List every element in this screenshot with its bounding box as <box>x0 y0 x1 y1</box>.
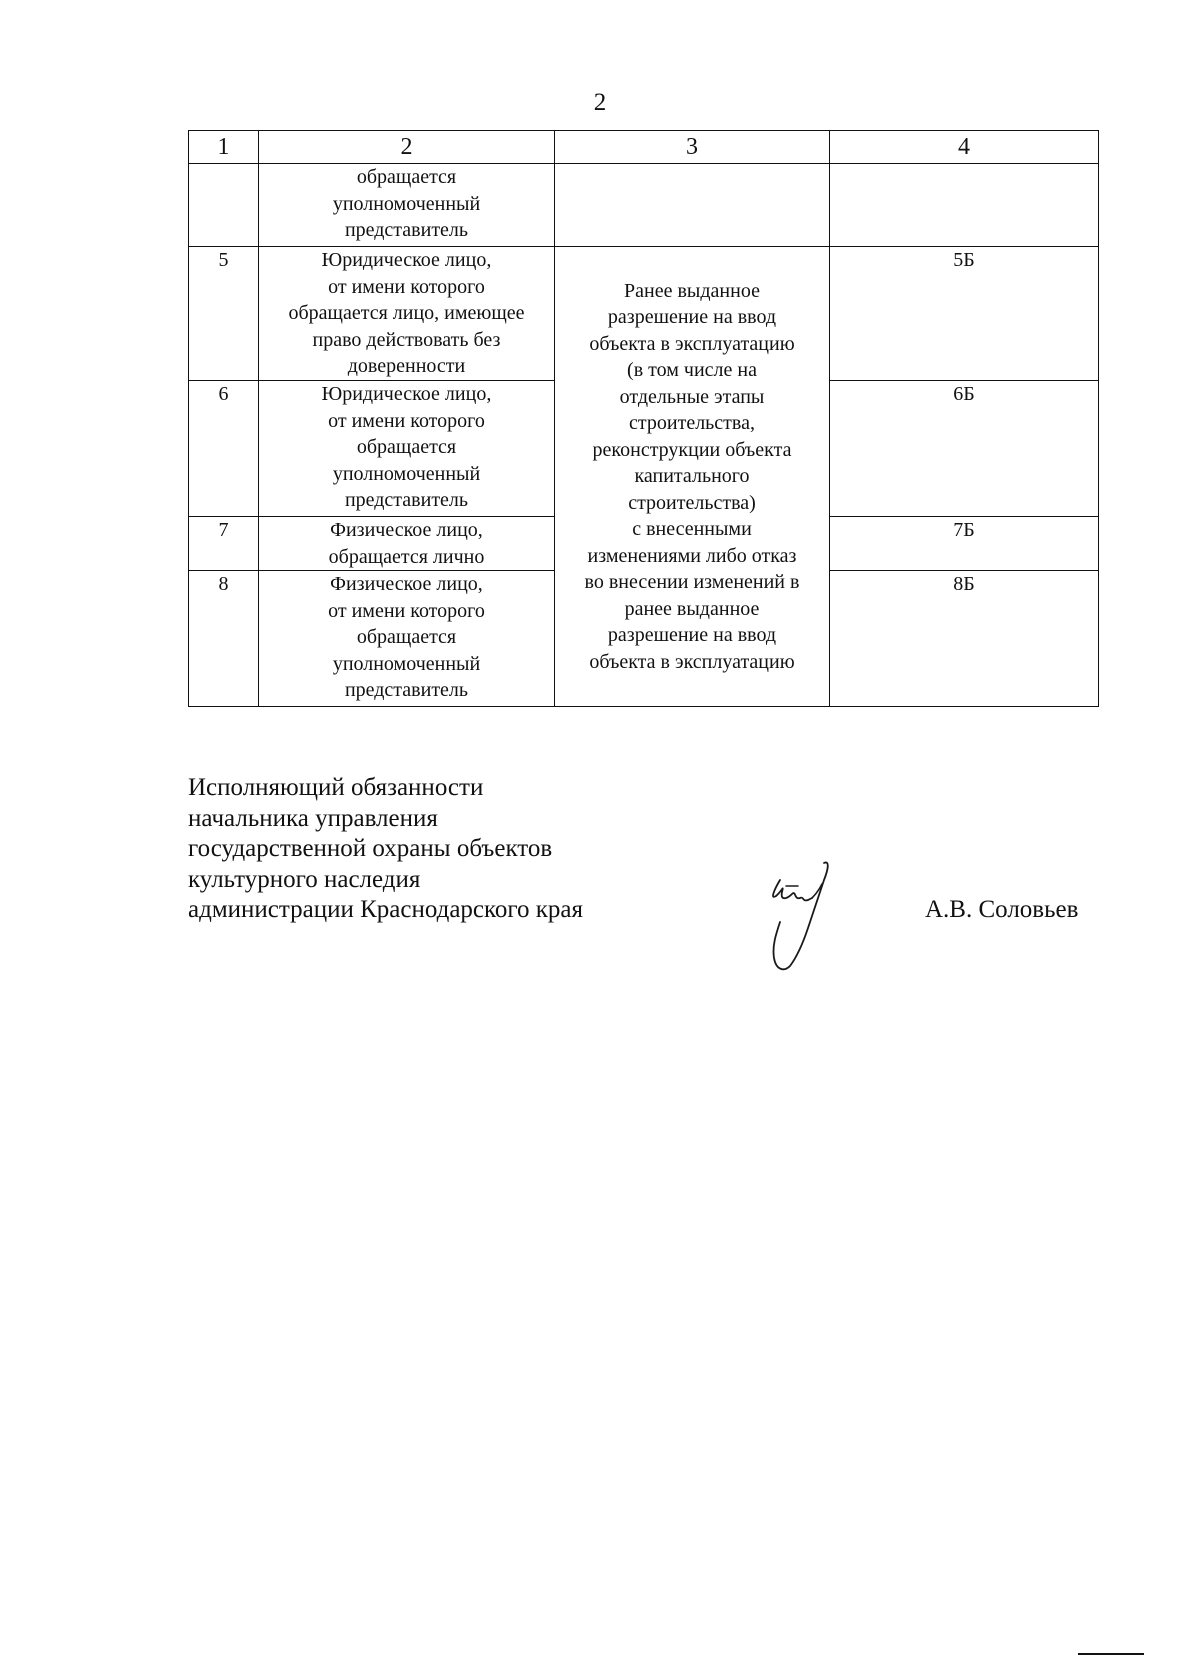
code-cell: 8Б <box>830 571 1099 707</box>
code-cell: 6Б <box>830 381 1099 517</box>
signer-position-line: администрации Краснодарского края <box>188 896 584 923</box>
table-row <box>189 247 1099 381</box>
table-header-cell: 4 <box>830 131 1099 164</box>
signer-position <box>188 773 583 926</box>
bottom-rule <box>1078 1653 1144 1655</box>
signer-position-line: культурного наследия <box>188 865 421 893</box>
table-header-row <box>189 131 1099 164</box>
row-number-cell: 5 <box>189 247 259 381</box>
applicant-cell: обращается уполномоченный представитель <box>259 164 555 247</box>
applicant-cell: Физическое лицо, от имени которого обращается уполномоченный представитель <box>259 571 555 707</box>
result-cell <box>555 164 830 247</box>
result-merged-cell: Ранее выданное разрешение на ввод объекта в эксплуатацию (в том числе на отдельные этапы строительства, реконструкции объекта капитального строительства) с внесенными изменениями либо отказ во внесении изменений в ранее выданное разрешение на ввод объекта в эксплуатацию <box>555 247 830 707</box>
applicant-cell: Юридическое лицо, от имени которого обращается уполномоченный представитель <box>259 381 555 517</box>
table-header-cell: 1 <box>189 131 259 164</box>
signer-position-line: Исполняющий обязанности <box>188 774 484 801</box>
signer-position-line: государственной охраны объектов <box>188 835 553 862</box>
page-number: 2 <box>593 89 607 116</box>
applicant-cell: Юридическое лицо, от имени которого обращается лицо, имеющее право действовать без доверенности <box>259 247 555 381</box>
code-cell <box>830 164 1099 247</box>
handwritten-signature <box>752 858 852 988</box>
row-number-cell: 8 <box>189 571 259 707</box>
table-header-cell: 3 <box>555 131 830 164</box>
row-number-cell <box>189 164 259 247</box>
signer-name: А.В. Соловьев <box>925 896 1079 923</box>
table-header-cell: 2 <box>259 131 555 164</box>
row-number-cell: 6 <box>189 381 259 517</box>
signer-position-line: начальника управления <box>188 804 438 832</box>
document-table <box>188 130 1099 707</box>
applicant-cell: Физическое лицо, обращается лично <box>259 517 555 571</box>
code-cell: 5Б <box>830 247 1099 381</box>
row-number-cell: 7 <box>189 517 259 571</box>
code-cell: 7Б <box>830 517 1099 571</box>
table-row-continuation <box>189 164 1099 247</box>
